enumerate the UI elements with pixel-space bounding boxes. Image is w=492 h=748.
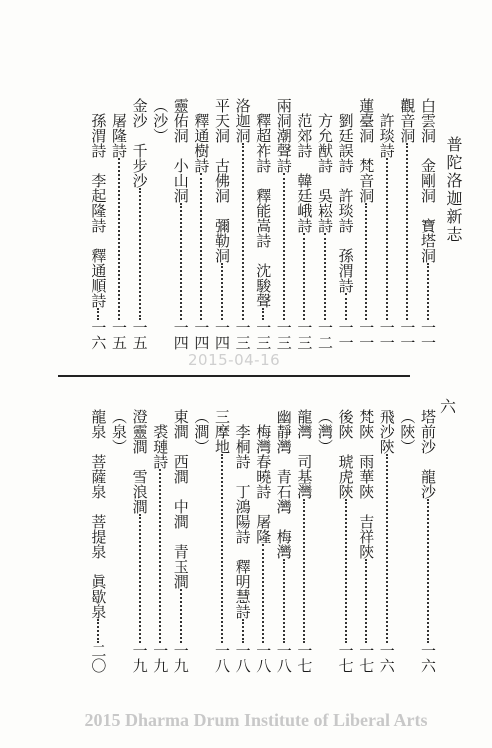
leader-dots — [200, 173, 202, 320]
leader-dots — [386, 158, 388, 320]
leader-dots — [303, 233, 305, 320]
toc-entry-label: 洛迦洞 — [233, 98, 252, 143]
toc-entry-page: 一四 — [171, 320, 190, 350]
toc-entry-page: 一九 — [151, 643, 170, 673]
toc-entry — [292, 98, 314, 368]
toc-entry — [86, 409, 108, 691]
toc-entry — [169, 98, 191, 368]
leader-dots — [139, 514, 141, 643]
toc-entry — [107, 409, 129, 691]
toc-entry-label: 龍灣 司基灣 — [295, 409, 314, 499]
toc-entry-page: 一七 — [336, 643, 355, 673]
toc-entry — [231, 98, 253, 368]
toc-entry-page: 一二 — [316, 320, 334, 350]
toc-entry-page: 一一 — [398, 320, 417, 350]
leader-dots — [365, 203, 367, 320]
toc-entry — [210, 409, 232, 691]
toc-entry-page: 一四 — [213, 320, 231, 350]
toc-entry-label: （泉） — [110, 409, 128, 454]
toc-entry — [128, 98, 150, 368]
leader-dots — [427, 499, 429, 643]
leader-dots — [262, 308, 264, 320]
toc-entry-label: 後陝 琥虎陝 — [336, 409, 355, 499]
toc-entry-page: 一一 — [336, 320, 355, 350]
leader-dots — [139, 188, 141, 320]
leader-dots — [365, 559, 367, 643]
toc-entry — [334, 98, 356, 368]
toc-entry-label: 釋超祚詩 釋能嵩詩 沈駿聲 — [254, 98, 273, 308]
toc-entry-page: 一六 — [89, 320, 108, 350]
toc-entry — [86, 98, 108, 368]
leader-dots — [159, 469, 161, 643]
toc-entry — [272, 409, 294, 691]
toc-entry-label: 范郊詩 韓廷峨詩 — [295, 98, 314, 233]
toc-entry — [148, 409, 170, 691]
toc-entry-page: 一四 — [192, 320, 211, 350]
leader-dots — [221, 263, 223, 320]
toc-entry-label: 蓮臺洞 梵音洞 — [357, 98, 376, 203]
toc-entry — [251, 98, 273, 368]
toc-entry — [210, 98, 232, 368]
toc-entry-label: 平天洞 古佛洞 彌勒洞 — [213, 98, 231, 263]
toc-entry — [334, 409, 356, 691]
toc-entry-page: 一八 — [254, 643, 273, 673]
toc-entry-page: 一六 — [377, 643, 396, 673]
toc-entry-label: 裘璉詩 — [151, 409, 170, 469]
toc-entry-page: 一九 — [130, 643, 149, 673]
toc-entry-label: （沙） — [151, 98, 170, 143]
toc-entry-label: 白雲洞 金剛洞 寶塔洞 — [419, 98, 437, 263]
toc-entry-page: 一五 — [130, 320, 149, 350]
toc-entry — [189, 409, 211, 691]
leader-dots — [262, 544, 264, 643]
toc-entry — [313, 98, 335, 368]
page-number: 六 — [440, 397, 457, 416]
toc-entry-page: 一八 — [274, 643, 293, 673]
book-title: 普陀洛迦新志 — [444, 136, 463, 244]
toc-entry — [416, 98, 438, 368]
toc-entry-label: 金沙 千步沙 — [130, 98, 149, 188]
toc-entry-label: 靈佑洞 小山洞 — [171, 98, 190, 203]
toc-entry-label: 東澗 西澗 中澗 青玉澗 — [171, 409, 190, 589]
toc-entry-label: 屠隆詩 — [110, 98, 128, 158]
toc-entry — [395, 409, 417, 691]
toc-entry-page: 一一 — [419, 320, 437, 350]
toc-entry-label: 梅灣春曉詩 屠隆 — [254, 409, 273, 544]
toc-entry-label: 劉廷誤詩 許琰詩 孫渭詩 — [336, 98, 355, 293]
toc-entry-page: 一七 — [357, 643, 376, 673]
toc-entry-label: 三摩地 — [213, 409, 231, 454]
toc-entry-page: 一一 — [357, 320, 376, 350]
toc-entry-label: （灣） — [316, 409, 334, 454]
toc-entry-page: 二〇 — [89, 643, 108, 673]
toc-entry-page: 一三 — [295, 320, 314, 350]
leader-dots — [324, 233, 326, 320]
toc-entry — [313, 409, 335, 691]
leader-dots — [386, 454, 388, 643]
watermark-date: 2015-04-16 — [188, 351, 281, 369]
footer-credit: 2015 Dharma Drum Institute of Liberal Arts — [84, 710, 428, 730]
toc-entry-label: 飛沙陝 — [377, 409, 396, 454]
toc-entry — [169, 409, 191, 691]
toc-entry-page: 一三 — [254, 320, 273, 350]
leader-dots — [283, 173, 285, 320]
toc-entry-page: 一三 — [274, 320, 293, 350]
toc-entry — [107, 98, 129, 368]
toc-entry-page: 一七 — [295, 643, 314, 673]
section-divider — [58, 375, 410, 377]
leader-dots — [283, 559, 285, 643]
toc-entry — [128, 409, 150, 691]
toc-entry-label: 幽靜灣 青石灣 梅灣 — [274, 409, 293, 559]
leader-dots — [242, 143, 244, 320]
toc-entry — [272, 98, 294, 368]
toc-entry-label: （澗） — [192, 409, 211, 454]
leader-dots — [345, 293, 347, 320]
leader-dots — [427, 263, 429, 320]
toc-entry-label: 兩洞潮聲詩 — [274, 98, 293, 173]
toc-entry-page: 一八 — [233, 643, 252, 673]
toc-entry — [354, 98, 376, 368]
toc-entry-label: 梵陝 雨華陝 吉祥陝 — [357, 409, 376, 559]
toc-entry-page: 一一 — [377, 320, 396, 350]
toc-entry-label: 方允猷詩 吳崧詩 — [316, 98, 334, 233]
toc-entry-page: 一八 — [213, 643, 231, 673]
leader-dots — [406, 143, 408, 320]
toc-entry-label: 李桐詩 丁鴻陽詩 釋明慧詩 — [233, 409, 252, 619]
toc-entry — [416, 409, 438, 691]
toc-entry-page: 一六 — [419, 643, 437, 673]
leader-dots — [180, 589, 182, 643]
leader-dots — [97, 308, 99, 320]
toc-entry — [375, 409, 397, 691]
leader-dots — [242, 619, 244, 643]
toc-entry-label: 許琰詩 — [377, 98, 396, 158]
toc-entry-label: （陝） — [398, 409, 417, 454]
toc-entry — [251, 409, 273, 691]
leader-dots — [180, 203, 182, 320]
toc-entry-page: 一五 — [110, 320, 128, 350]
leader-dots — [118, 158, 120, 320]
leader-dots — [221, 454, 223, 643]
toc-entry-label: 孫渭詩 李起隆詩 釋通順詩 — [89, 98, 108, 308]
toc-entry — [354, 409, 376, 691]
toc-entry — [395, 98, 417, 368]
toc-entry — [292, 409, 314, 691]
leader-dots — [345, 499, 347, 643]
toc-entry-page: 一三 — [233, 320, 252, 350]
leader-dots — [97, 619, 99, 643]
toc-entry — [148, 98, 170, 368]
toc-entry-label: 塔前沙 龍沙 — [419, 409, 437, 499]
toc-entry-label: 澄靈澗 雪浪澗 — [130, 409, 149, 514]
toc-entry — [375, 98, 397, 368]
toc-entry-label: 觀音洞 — [398, 98, 417, 143]
toc-entry-label: 龍泉 菩薩泉 菩提泉 眞歇泉 — [89, 409, 108, 619]
leader-dots — [303, 499, 305, 643]
toc-entry-page: 一九 — [171, 643, 190, 673]
toc-entry-label: 釋通樹詩 — [192, 98, 211, 173]
toc-entry — [231, 409, 253, 691]
toc-entry — [189, 98, 211, 368]
